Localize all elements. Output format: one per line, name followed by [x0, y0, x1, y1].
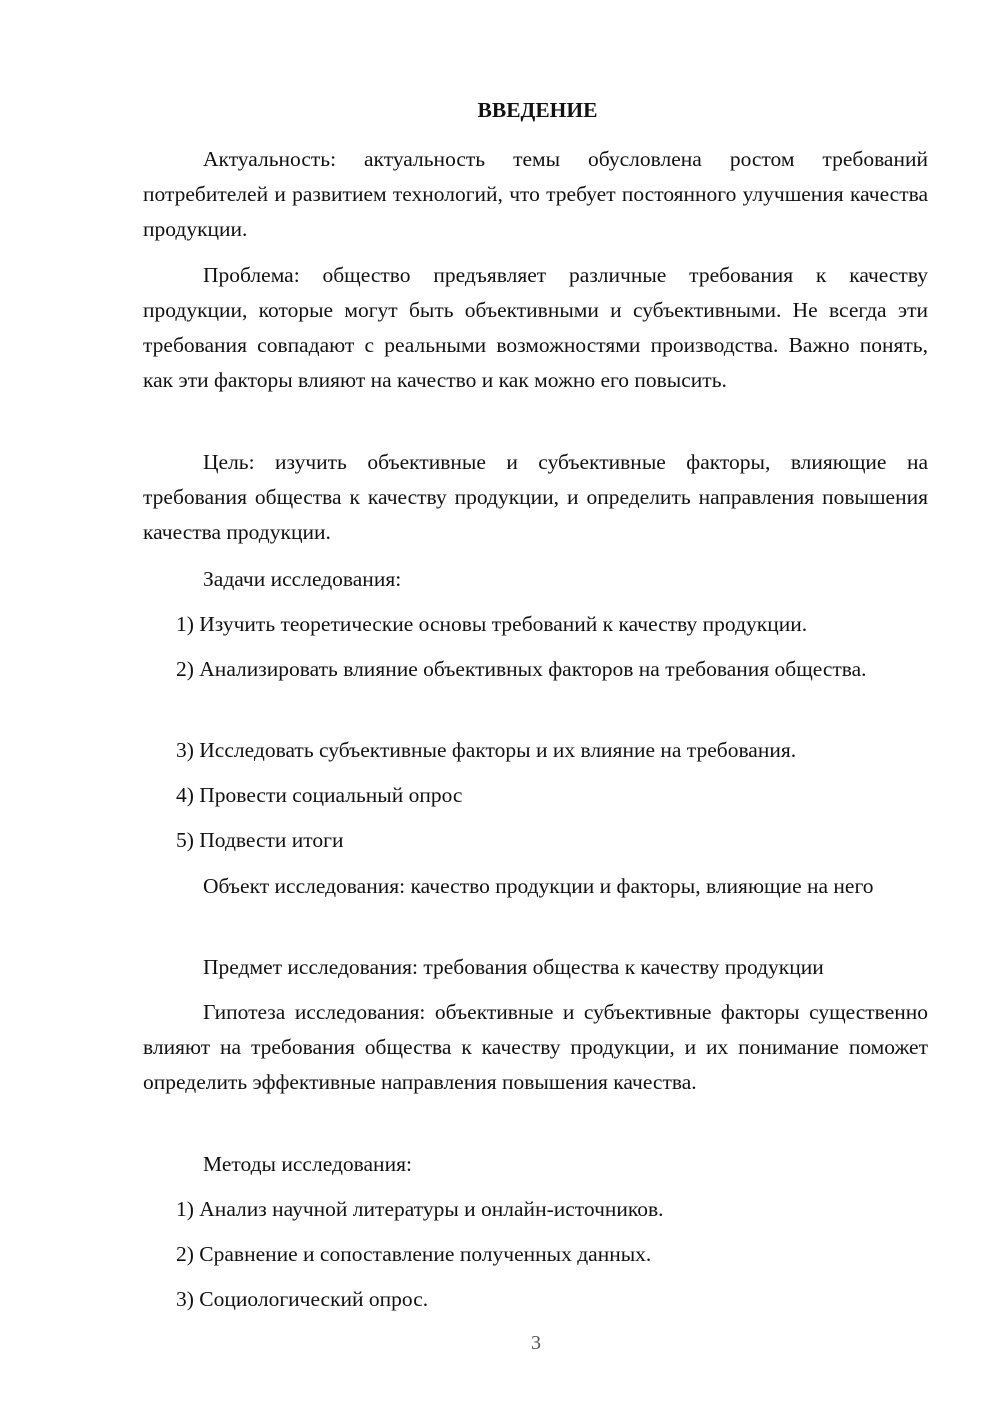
paragraph-hypothesis: Гипотеза исследования: объективные и субъективные факторы существенно влияют на требования общества к качеству продукции, и их понимание поможет определить эффективные направления повышения качества. — [143, 1000, 928, 1094]
methods-title: Методы исследования: — [203, 1152, 412, 1176]
page-number: 3 — [531, 1332, 541, 1354]
task-item: 5) Подвести итоги — [176, 828, 344, 852]
paragraph-goal: Цель: изучить объективные и субъективные факторы, влияющие на требования общества к качеству продукции, и определить направления повышения качества продукции. — [143, 450, 928, 544]
task-item: 3) Исследовать субъективные факторы и их влияние на требования. — [176, 738, 797, 762]
tasks-title: Задачи исследования: — [203, 567, 402, 591]
method-item: 2) Сравнение и сопоставление полученных данных. — [176, 1242, 652, 1266]
paragraph-object: Объект исследования: качество продукции и факторы, влияющие на него — [203, 874, 874, 898]
paragraph-relevance: Актуальность: актуальность темы обусловлена ростом требований потребителей и развитием технологий, что требует постоянного улучшения качества продукции. — [143, 147, 928, 241]
task-item: 4) Провести социальный опрос — [176, 783, 463, 807]
method-item: 1) Анализ научной литературы и онлайн-источников. — [176, 1197, 664, 1221]
task-item: 2) Анализировать влияние объективных факторов на требования общества. — [176, 657, 867, 681]
task-item: 1) Изучить теоретические основы требований к качеству продукции. — [176, 612, 808, 636]
section-heading: ВВЕДЕНИЕ — [477, 98, 598, 122]
paragraph-subject: Предмет исследования: требования общества к качеству продукции — [203, 955, 824, 979]
method-item: 3) Социологический опрос. — [176, 1287, 429, 1311]
paragraph-problem: Проблема: общество предъявляет различные требования к качеству продукции, которые могут быть объективными и субъективными. Не всегда эти требования совпадают с реальными возможностями производства. Важно понять, как эти факторы влияют на качество и как можно его повысить. — [143, 263, 928, 392]
